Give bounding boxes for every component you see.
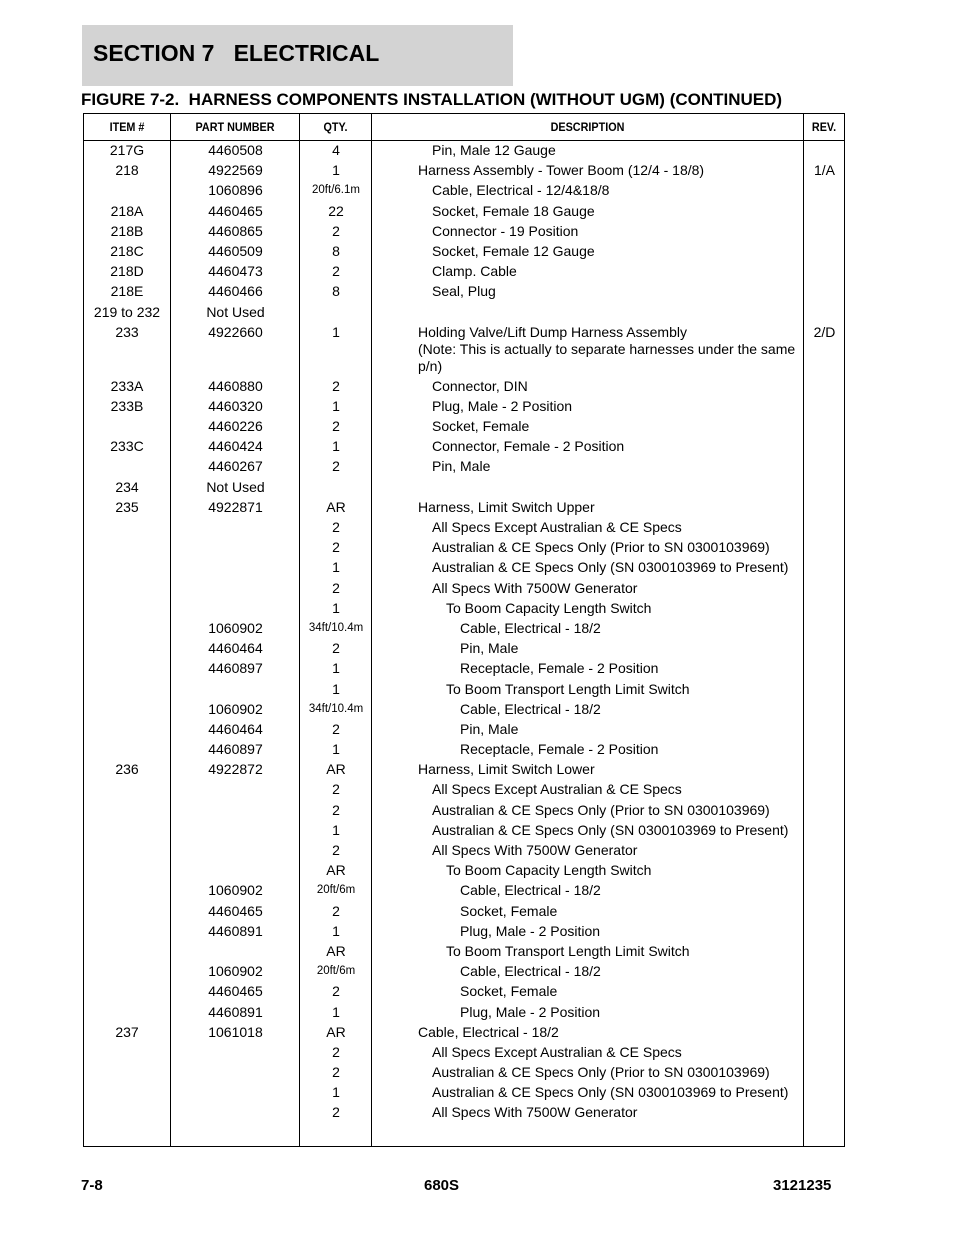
description: All Specs With 7500W Generator [432, 579, 638, 596]
description: Plug, Male - 2 Position [432, 397, 573, 414]
description: Seal, Plug [432, 283, 496, 300]
quantity: 1 [332, 1003, 340, 1020]
quantity: 20ft/6m [316, 884, 356, 897]
table-row [84, 600, 844, 620]
description: Socket, Female [432, 418, 530, 435]
column-header-item: ITEM # [109, 120, 145, 134]
part-number: 4460424 [208, 438, 263, 455]
quantity: 2 [332, 1104, 340, 1121]
table-row [84, 162, 844, 182]
quantity: 1 [332, 438, 340, 455]
description: Pin, Male 12 Gauge [432, 142, 556, 158]
quantity: 2 [332, 539, 340, 556]
item-number: 219 to 232 [93, 303, 161, 320]
description: All Specs Except Australian & CE Specs [432, 519, 682, 535]
quantity: 1 [332, 821, 340, 838]
part-number: 4922660 [208, 323, 263, 340]
quantity: 2 [332, 640, 340, 657]
quantity: 2 [332, 1043, 340, 1060]
quantity: 2 [332, 418, 340, 435]
description: Cable, Electrical - 18/2 [460, 700, 601, 717]
quantity: 2 [332, 842, 340, 858]
table-row [84, 438, 844, 458]
table-row [84, 519, 844, 539]
table-row [84, 701, 844, 721]
item-number: 233 [115, 323, 139, 340]
item-number: 218 [115, 162, 139, 179]
quantity: 2 [332, 902, 340, 919]
part-number: 1061018 [208, 1023, 263, 1040]
quantity: 2 [332, 458, 340, 475]
part-number: 4460891 [208, 1003, 263, 1020]
table-row [84, 203, 844, 223]
table-row [84, 263, 844, 283]
description: Pin, Male [460, 640, 519, 657]
part-number: 4460508 [208, 142, 263, 158]
description: Australian & CE Specs Only (SN 0300103969 to Present) [432, 821, 789, 838]
part-number: 4460473 [208, 263, 263, 280]
description: Harness, Limit Switch Lower [418, 761, 595, 778]
quantity: 1 [332, 162, 340, 179]
table-row [84, 1104, 844, 1124]
quantity: 2 [332, 983, 340, 1000]
table-row [84, 802, 844, 822]
quantity: 2 [332, 579, 340, 596]
description: Cable, Electrical - 18/2 [460, 619, 601, 636]
description: Australian & CE Specs Only (Prior to SN 0300103969) [432, 801, 770, 818]
footer-page-number: 7-8 [81, 1177, 103, 1194]
quantity: 1 [332, 660, 340, 677]
quantity: AR [326, 942, 346, 959]
revision: 1/A [813, 162, 835, 179]
item-number: 218D [110, 263, 144, 280]
description: Connector, Female - 2 Position [432, 438, 625, 455]
part-number: 4460509 [208, 242, 263, 259]
part-number: 4460464 [208, 720, 263, 737]
description: To Boom Transport Length Limit Switch [446, 942, 690, 959]
part-number: 4460880 [208, 377, 263, 394]
quantity: AR [326, 761, 346, 778]
part-number: 4460897 [208, 741, 263, 758]
quantity: 34ft/10.4m [308, 621, 364, 634]
table-row [84, 640, 844, 660]
quantity: 2 [332, 1064, 340, 1081]
column-header-part-number: PART NUMBER [195, 120, 275, 134]
table-row [84, 620, 844, 640]
quantity: 2 [332, 263, 340, 280]
table-row [84, 681, 844, 701]
table-row [84, 1044, 844, 1064]
part-number: Not Used [206, 478, 265, 495]
description: Plug, Male - 2 Position [460, 922, 601, 939]
part-number: 4922871 [208, 498, 263, 515]
table-row [84, 580, 844, 600]
quantity: 34ft/10.4m [308, 702, 364, 715]
table-row [84, 943, 844, 963]
item-number: 218B [110, 222, 144, 239]
item-number: 233C [110, 438, 144, 455]
quantity: 1 [332, 559, 340, 576]
part-number: 1060902 [208, 700, 263, 717]
item-number: 218C [110, 242, 144, 259]
table-row [84, 182, 844, 202]
part-number: 1060902 [208, 963, 263, 980]
description: All Specs With 7500W Generator [432, 842, 638, 858]
table-row [84, 842, 844, 862]
description: Cable, Electrical - 12/4&18/8 [432, 182, 610, 199]
quantity: AR [326, 498, 346, 515]
table-row [84, 761, 844, 781]
table-row [84, 1084, 844, 1104]
description: All Specs Except Australian & CE Specs [432, 1043, 682, 1060]
description: To Boom Capacity Length Switch [446, 599, 652, 616]
description: Socket, Female 18 Gauge [432, 202, 595, 219]
section-title: SECTION 7 ELECTRICAL [93, 40, 380, 66]
table-row [84, 418, 844, 438]
quantity: 20ft/6m [316, 965, 356, 978]
table-row [84, 324, 844, 378]
table-row [84, 1064, 844, 1084]
table-body [84, 142, 844, 1125]
table-row [84, 903, 844, 923]
part-number: 4460465 [208, 902, 263, 919]
table-row [84, 142, 844, 162]
part-number: 1060902 [208, 619, 263, 636]
part-number: 1060896 [208, 182, 263, 199]
description: Australian & CE Specs Only (SN 0300103969 to Present) [432, 559, 789, 576]
quantity: 2 [332, 781, 340, 798]
table-row [84, 822, 844, 842]
quantity: 1 [332, 741, 340, 758]
table-row [84, 1004, 844, 1024]
description: Harness Assembly - Tower Boom (12/4 - 18/8) [418, 162, 705, 179]
quantity: 2 [332, 222, 340, 239]
table-row [84, 741, 844, 761]
table-row [84, 559, 844, 579]
column-header-description: DESCRIPTION [550, 120, 625, 134]
description [418, 304, 800, 307]
table-row [84, 479, 844, 499]
part-number: 4922872 [208, 761, 263, 778]
table-row [84, 862, 844, 882]
part-number: 4460226 [208, 418, 263, 435]
description: Australian & CE Specs Only (SN 0300103969 to Present) [432, 1084, 789, 1101]
description: Clamp. Cable [432, 263, 517, 280]
table-row [84, 304, 844, 324]
quantity: 2 [332, 801, 340, 818]
item-number: 217G [109, 142, 145, 158]
table-row [84, 660, 844, 680]
description: Socket, Female [460, 902, 558, 919]
description: Pin, Male [460, 720, 519, 737]
item-number: 218A [110, 202, 144, 219]
quantity: 1 [332, 922, 340, 939]
description: To Boom Capacity Length Switch [446, 862, 652, 879]
table-row [84, 398, 844, 418]
table-row [84, 1024, 844, 1044]
description: Connector, DIN [432, 377, 528, 394]
part-number: 4460320 [208, 397, 263, 414]
part-number: 4922569 [208, 162, 263, 179]
quantity: 20ft/6.1m [312, 184, 360, 197]
quantity: 8 [332, 242, 340, 259]
item-number: 236 [115, 761, 139, 778]
description: Cable, Electrical - 18/2 [460, 882, 601, 899]
description: Plug, Male - 2 Position [460, 1003, 601, 1020]
description: Connector - 19 Position [432, 222, 579, 239]
quantity: 4 [332, 142, 340, 158]
description: To Boom Transport Length Limit Switch [446, 680, 690, 697]
table-row [84, 243, 844, 263]
table-row [84, 882, 844, 902]
description: All Specs With 7500W Generator [432, 1104, 638, 1121]
quantity: 22 [328, 202, 344, 219]
table-row [84, 499, 844, 519]
description: Australian & CE Specs Only (Prior to SN 0300103969) [432, 1064, 770, 1081]
table-row [84, 283, 844, 303]
table-row [84, 923, 844, 943]
table-row [84, 721, 844, 741]
quantity: 2 [332, 720, 340, 737]
table-row [84, 963, 844, 983]
description: Receptacle, Female - 2 Position [460, 741, 659, 758]
footer-doc-number: 3121235 [773, 1177, 832, 1194]
item-number: 233A [110, 377, 144, 394]
description: Holding Valve/Lift Dump Harness Assembly (Note: This is actually to separate harnesses under the same p/n) [418, 323, 796, 374]
table-row [84, 539, 844, 559]
description: Australian & CE Specs Only (Prior to SN 0300103969) [432, 539, 770, 556]
part-number: 4460464 [208, 640, 263, 657]
part-number: 4460267 [208, 458, 263, 475]
part-number: 4460891 [208, 922, 263, 939]
item-number: 233B [110, 397, 144, 414]
description: Socket, Female 12 Gauge [432, 242, 595, 259]
description: Harness, Limit Switch Upper [418, 498, 595, 515]
part-number: 1060902 [208, 882, 263, 899]
description: Receptacle, Female - 2 Position [460, 660, 659, 677]
quantity: 2 [332, 377, 340, 394]
description: Socket, Female [460, 983, 558, 1000]
description: Cable, Electrical - 18/2 [418, 1023, 559, 1040]
table-row [84, 983, 844, 1003]
part-number: 4460465 [208, 202, 263, 219]
quantity: AR [326, 1023, 346, 1040]
description: All Specs Except Australian & CE Specs [432, 781, 682, 798]
parts-table [83, 113, 845, 1147]
revision: 2/D [813, 323, 836, 340]
column-header-rev: REV. [811, 120, 837, 134]
description [418, 479, 800, 482]
table-row [84, 458, 844, 478]
table-row [84, 223, 844, 243]
description: Cable, Electrical - 18/2 [460, 963, 601, 980]
quantity: AR [326, 862, 346, 879]
quantity: 2 [332, 519, 340, 535]
item-number: 235 [115, 498, 139, 515]
table-row [84, 781, 844, 801]
item-number: 237 [115, 1023, 139, 1040]
header-divider [84, 140, 844, 141]
description: Pin, Male [432, 458, 491, 475]
quantity: 1 [332, 1084, 340, 1101]
figure-title: FIGURE 7-2. HARNESS COMPONENTS INSTALLATION (WITHOUT UGM) (CONTINUED) [81, 90, 783, 109]
part-number: 4460897 [208, 660, 263, 677]
footer-model: 680S [424, 1177, 460, 1194]
quantity: 1 [332, 397, 340, 414]
item-number: 218E [110, 283, 144, 300]
item-number: 234 [115, 478, 139, 495]
column-header-qty: QTY. [323, 120, 348, 134]
part-number: 4460465 [208, 983, 263, 1000]
quantity: 1 [332, 599, 340, 616]
quantity: 8 [332, 283, 340, 300]
quantity: 1 [332, 680, 340, 697]
table-row [84, 378, 844, 398]
part-number: 4460466 [208, 283, 263, 300]
quantity: 1 [332, 323, 340, 340]
part-number: 4460865 [208, 222, 263, 239]
part-number: Not Used [206, 303, 265, 320]
